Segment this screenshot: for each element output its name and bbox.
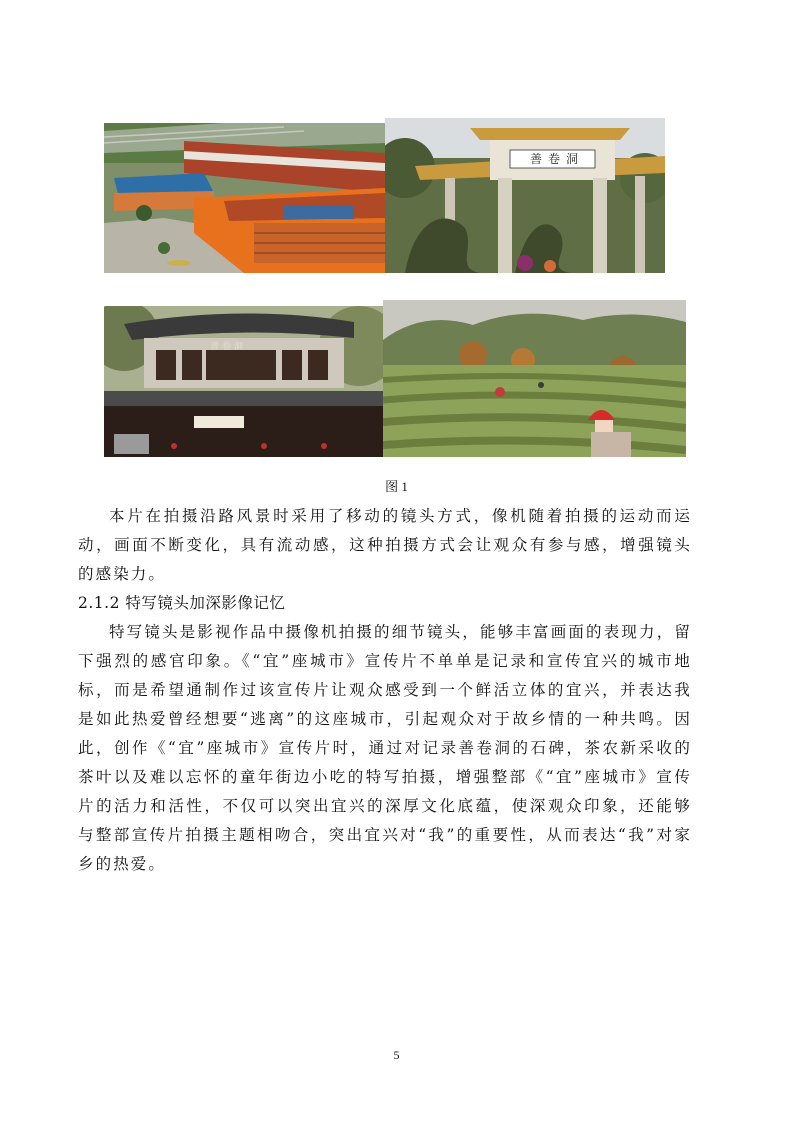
body-paragraph-1: 本片在拍摄沿路风景时采用了移动的镜头方式，像机随着拍摄的运动而运动，画面不断变化，具有流动感，这种拍摄方式会让观众有参与感，增强镜头的感染力。 bbox=[78, 507, 692, 583]
body-paragraph-2: 特写镜头是影视作品中摄像机拍摄的细节镜头，能够丰富画面的表现力，留下强烈的感官印象。《“宜”座城市》宣传片不单单是记录和宣传宜兴的城市地标，而是希望通制作过该宣传片让观众感受到一个鲜活立体的宜兴，并表达我是如此热爱曾经想要“逃离”的这座城市，引起观众对于故乡情的一种共鸣。因此，创作《“宜”座城市》宣传片时，通过对记录善卷洞的石碑，茶农新采收的茶叶以及难以忘怀的童年街边小吃的特写拍摄，增强整部《“宜”座城市》宣传片的活力和活性，不仅可以突出宜兴的深厚文化底蕴，使深观众印象，还能够与整部宣传片拍摄主题相吻合，突出宜兴对“我”的重要性，从而表达“我”对家乡的热爱。 bbox=[78, 623, 692, 873]
photo-railway-station bbox=[104, 123, 385, 273]
page-number: 5 bbox=[393, 1048, 400, 1062]
pavilion-sign-text: 善卷洞 bbox=[210, 342, 247, 352]
figure-caption: 图 1 bbox=[385, 479, 408, 494]
archway-sign-text: 善卷洞 bbox=[530, 152, 585, 166]
photo-tea-garden bbox=[383, 300, 686, 457]
section-heading: 2.1.2 特写镜头加深影像记忆 bbox=[78, 594, 286, 612]
photo-archway bbox=[385, 118, 665, 273]
photo-pavilion bbox=[104, 306, 383, 457]
